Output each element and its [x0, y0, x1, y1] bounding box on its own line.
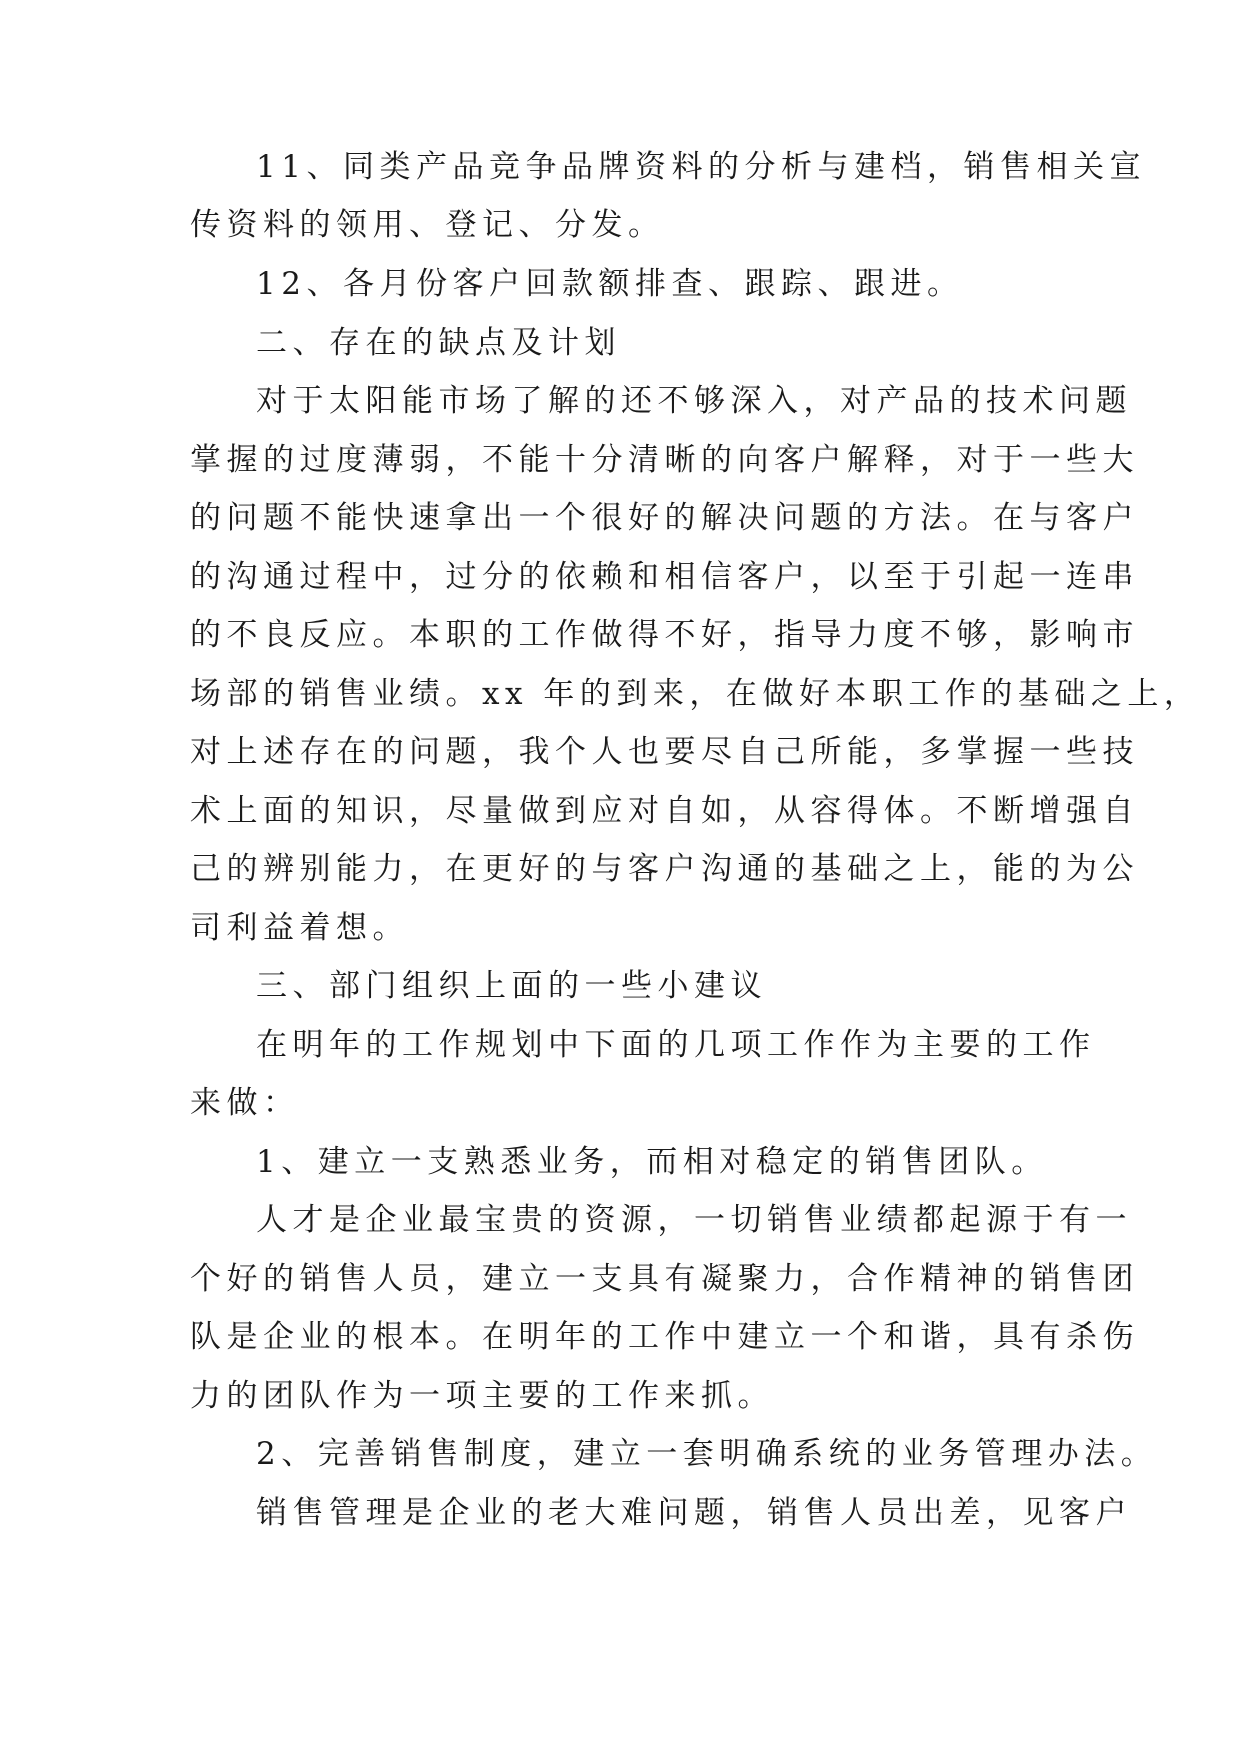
section-heading: 二、存在的缺点及计划 — [256, 325, 621, 361]
text-line: 对上述存在的问题，我个人也要尽自己所能，多掌握一些技 — [190, 734, 1139, 770]
text-line: 来做： — [190, 1085, 300, 1121]
text-line: 对于太阳能市场了解的还不够深入，对产品的技术问题 — [256, 383, 1132, 419]
text-line: 的沟通过程中，过分的依赖和相信客户，以至于引起一连串 — [190, 559, 1139, 595]
text-line: 12、各月份客户回款额排查、跟踪、跟进。 — [256, 266, 964, 302]
text-line: 队是企业的根本。在明年的工作中建立一个和谐，具有杀伤 — [190, 1319, 1139, 1355]
text-line: 11、同类产品竞争品牌资料的分析与建档，销售相关宣 — [256, 149, 1146, 185]
text-line: 在明年的工作规划中下面的几项工作作为主要的工作 — [256, 1027, 1096, 1063]
text-line: 司利益着想。 — [190, 910, 409, 946]
text-line: 掌握的过度薄弱，不能十分清晰的向客户解释，对于一些大 — [190, 442, 1139, 478]
text-line: 术上面的知识，尽量做到应对自如，从容得体。不断增强自 — [190, 793, 1139, 829]
text-line: 的问题不能快速拿出一个很好的解决问题的方法。在与客户 — [190, 500, 1139, 536]
text-line: 2、完善销售制度，建立一套明确系统的业务管理办法。 — [256, 1436, 1158, 1472]
text-line: 的不良反应。本职的工作做得不好，指导力度不够，影响市 — [190, 617, 1139, 653]
section-heading: 三、部门组织上面的一些小建议 — [256, 968, 767, 1004]
text-line: 销售管理是企业的老大难问题，销售人员出差，见客户 — [256, 1495, 1132, 1531]
text-line: 1、建立一支熟悉业务，而相对稳定的销售团队。 — [256, 1144, 1048, 1180]
text-line: 场部的销售业绩。xx 年的到来，在做好本职工作的基础之上， — [190, 676, 1201, 712]
text-line: 传资料的领用、登记、分发。 — [190, 207, 665, 243]
text-line: 己的辨别能力，在更好的与客户沟通的基础之上，能的为公 — [190, 851, 1139, 887]
text-line: 力的团队作为一项主要的工作来抓。 — [190, 1378, 774, 1414]
text-line: 个好的销售人员，建立一支具有凝聚力，合作精神的销售团 — [190, 1261, 1139, 1297]
text-line: 人才是企业最宝贵的资源，一切销售业绩都起源于有一 — [256, 1202, 1132, 1238]
